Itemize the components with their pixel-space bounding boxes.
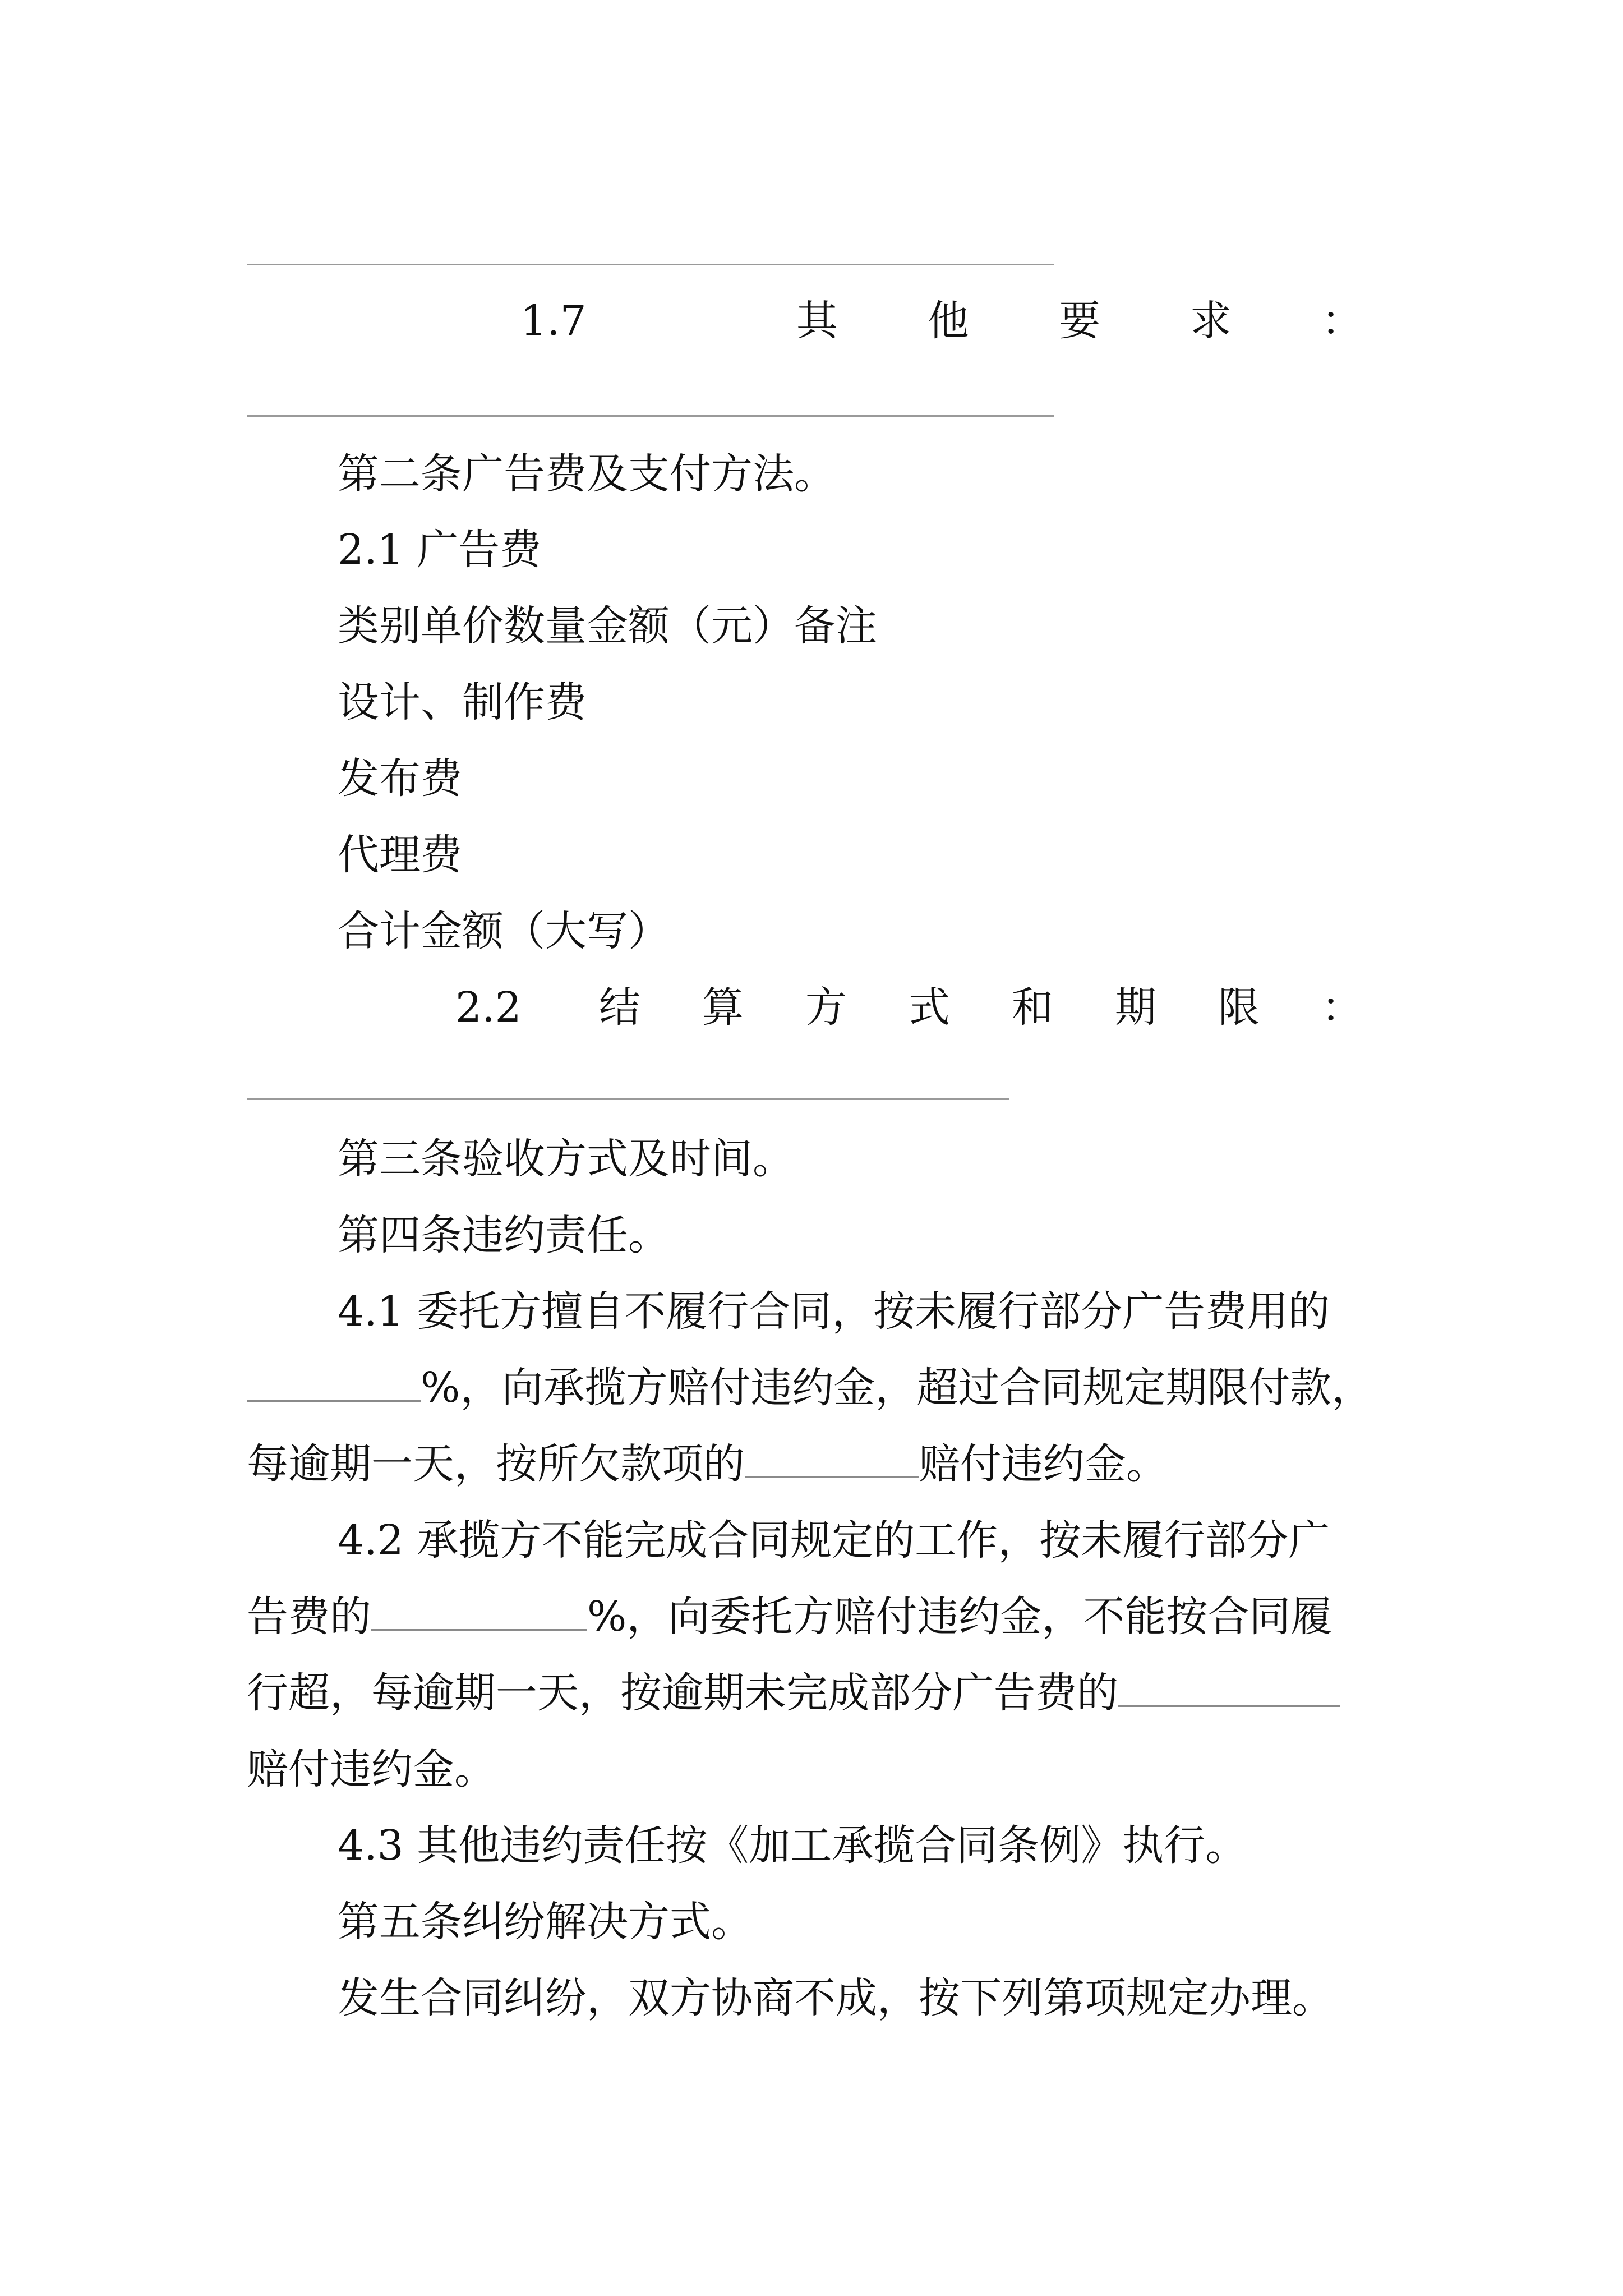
clause-text: %，向承揽方赔付违约金，超过合同规定期限付款， [421, 1364, 1373, 1412]
fee-table-header: 类别单价数量金额（元）备注 [338, 602, 877, 650]
heading-char: 式 [909, 983, 950, 1032]
heading-char: 算 [702, 983, 744, 1032]
clause-text: 每逾期一天，按所欠款项的 [247, 1440, 745, 1488]
article-3-title: 第三条验收方式及时间。 [338, 1135, 794, 1183]
fill-blank [371, 1590, 587, 1631]
article-2-title: 第二条广告费及支付方法。 [338, 450, 836, 498]
heading-char: 和 [1012, 983, 1053, 1032]
fee-row-agency: 代理费 [338, 831, 462, 879]
clause-4-1-line-3 [247, 1436, 1168, 1492]
clause-4-1-line-2 [247, 1360, 1373, 1416]
heading-char: 结 [599, 983, 640, 1032]
fill-blank [1118, 1666, 1340, 1707]
fee-total: 合计金额（大写） [338, 907, 670, 955]
heading-char: 方 [805, 983, 847, 1032]
clause-text: %，向委托方赔付违约金，不能按合同履 [587, 1593, 1332, 1641]
clause-text: 赔付违约金。 [919, 1440, 1168, 1488]
article-4-title: 第四条违约责任。 [338, 1211, 670, 1259]
fill-blank [247, 1361, 421, 1402]
clause-4-1-line-1: 4.1 委托方擅自不履行合同，按未履行部分广告费用的 [338, 1287, 1330, 1336]
heading-1-7-number: 1.7 [520, 297, 587, 345]
clause-4-3: 4.3 其他违约责任按《加工承揽合同条例》执行。 [338, 1821, 1247, 1870]
article-5-body: 发生合同纠纷，双方协商不成，按下列第项规定办理。 [338, 1974, 1334, 2022]
underline-blank-3 [247, 1098, 1009, 1100]
fee-row-publish: 发布费 [338, 754, 462, 803]
fee-row-design: 设计、制作费 [338, 678, 587, 726]
heading-char: 要 [1059, 297, 1100, 345]
heading-char: ： [1321, 983, 1363, 1032]
heading-2-2-number: 2.2 [455, 983, 522, 1032]
article-5-title: 第五条纠纷解决方式。 [338, 1898, 753, 1946]
clause-4-2-line-3 [247, 1665, 1340, 1721]
heading-1-7-text [796, 293, 1363, 349]
heading-char: 其 [796, 297, 838, 345]
clause-4-2-line-4: 赔付违约金。 [247, 1745, 496, 1793]
clause-text: 告费的 [247, 1593, 371, 1641]
fill-blank [745, 1437, 919, 1478]
heading-2-2-text [599, 979, 1363, 1036]
heading-char: 限 [1218, 983, 1260, 1032]
clause-4-2-line-2 [247, 1589, 1332, 1645]
heading-char: ： [1321, 297, 1363, 345]
clause-4-2-line-1: 4.2 承揽方不能完成合同规定的工作，按未履行部分广 [338, 1516, 1330, 1565]
heading-char: 求 [1190, 297, 1232, 345]
section-2-1: 2.1 广告费 [338, 526, 542, 574]
underline-blank-2 [247, 415, 1054, 417]
underline-blank-1 [247, 264, 1054, 265]
heading-char: 他 [928, 297, 969, 345]
heading-char: 期 [1115, 983, 1156, 1032]
clause-text: 行超，每逾期一天，按逾期未完成部分广告费的 [247, 1669, 1118, 1717]
